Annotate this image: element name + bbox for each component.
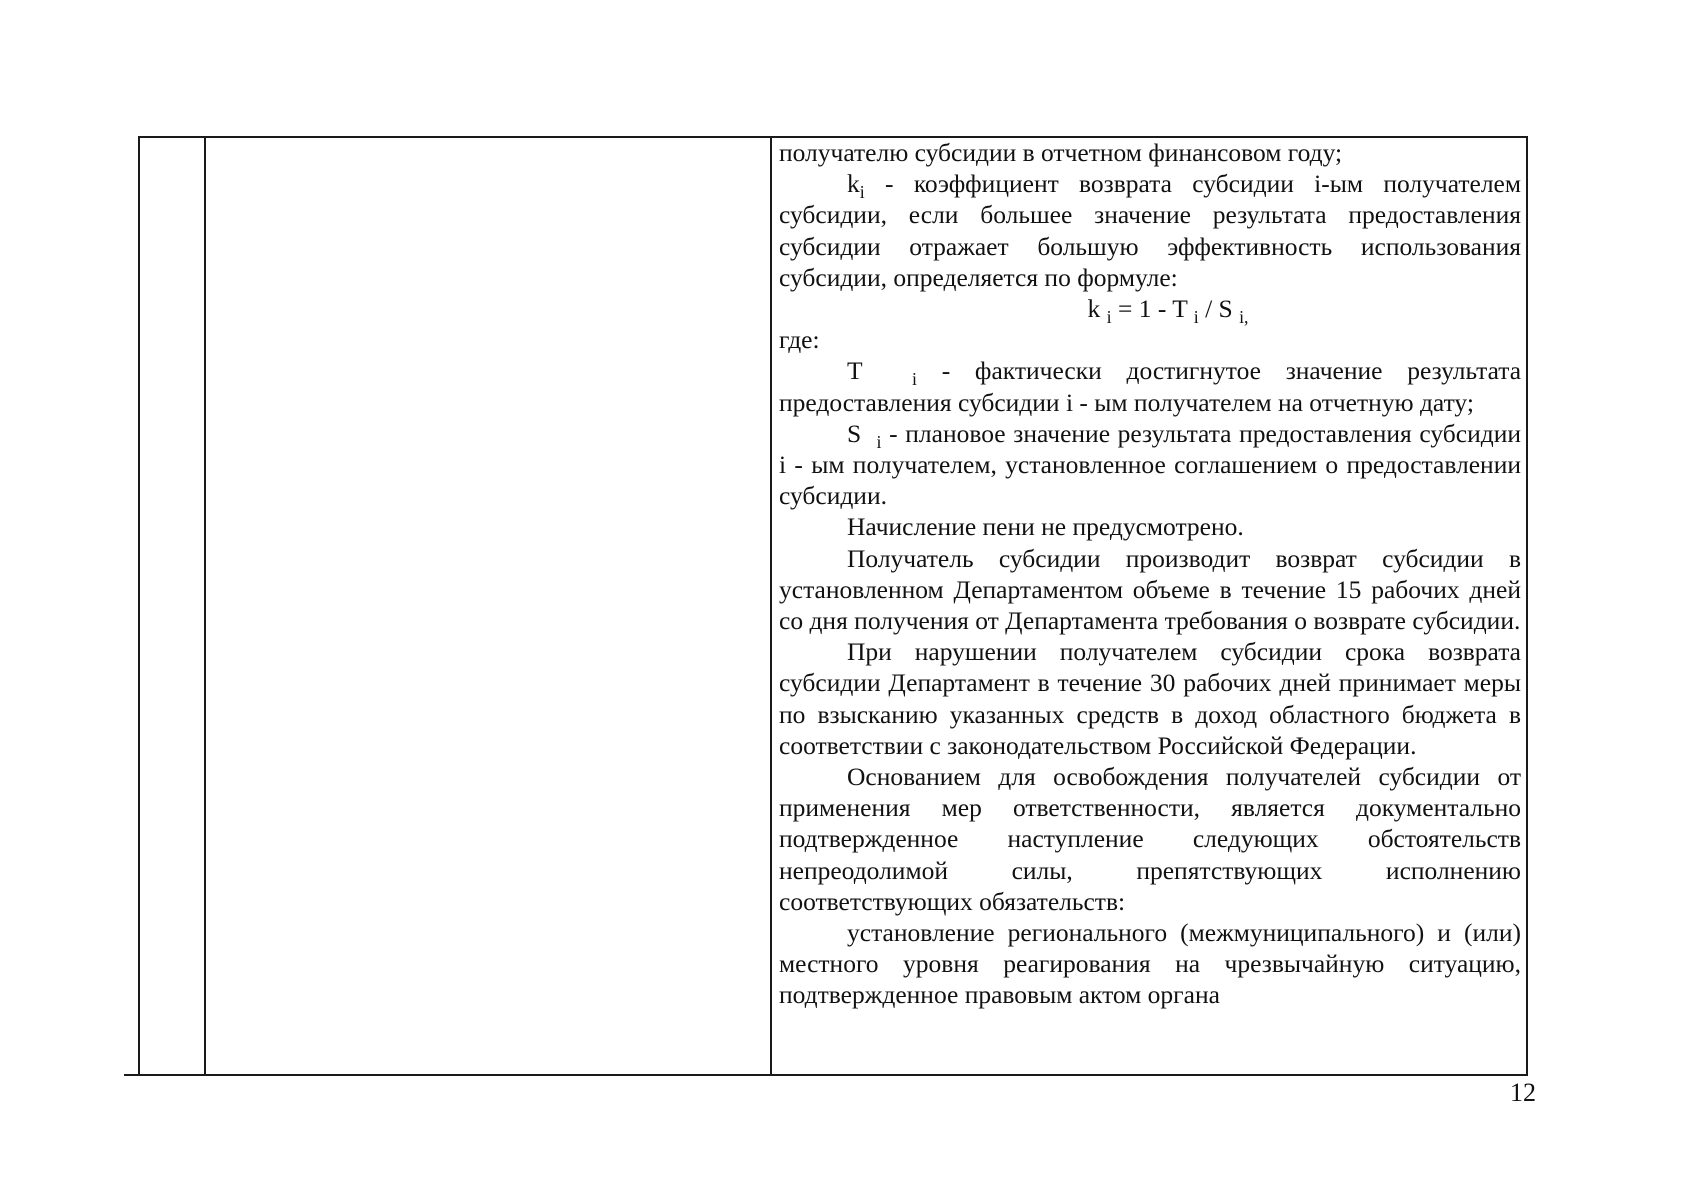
- formula-slash: / S: [1198, 294, 1233, 324]
- paragraph-basis: Основанием для освобождения получателей субсидии от применения мер ответственности, является документально подтвержденное наступление следующих обстоятельств непреодолимой силы, препятствующих исполнению соответствующих обязательств:: [779, 762, 1521, 916]
- k-subscript: i: [859, 182, 865, 203]
- formula-line: [779, 293, 1521, 328]
- table-right-border: [1526, 136, 1528, 1076]
- paragraph-t-definition: [779, 355, 1521, 417]
- t-subscript: i: [912, 369, 917, 390]
- page-number: 12: [1510, 1078, 1536, 1107]
- k-symbol: k: [847, 169, 860, 199]
- table-divider-1: [204, 136, 206, 1076]
- s-definition-text: - плановое значение результата предоставления субсидии i - ым получателем, установленное соглашением о предоставлении субсидии.: [779, 418, 1521, 511]
- table-text-cell: [779, 137, 1521, 1011]
- s-symbol: S: [847, 418, 862, 448]
- formula-sub-1: i: [1106, 307, 1112, 328]
- formula-middle: = 1 - T: [1111, 294, 1188, 324]
- formula-sub-2: i: [1193, 307, 1199, 328]
- paragraph-where: где:: [779, 325, 820, 355]
- table-divider-2: [770, 136, 772, 1076]
- paragraph-penalty: Начисление пени не предусмотрено.: [847, 512, 1244, 542]
- paragraph-violation: При нарушении получателем субсидии срока возврата субсидии Департамент в течение 30 рабочих дней принимает меры по взысканию указанных средств в доход областного бюджета в соответствии с законодательством Российской Федерации.: [779, 637, 1521, 760]
- s-subscript: i: [876, 431, 882, 452]
- formula-k: k: [1087, 294, 1101, 324]
- paragraph-s-definition: [779, 418, 1521, 512]
- table-bottom-border: [124, 1074, 1528, 1076]
- paragraph-emergency: установление регионального (межмуниципального) и (или) местного уровня реагирования на чрезвычайную ситуацию, подтвержденное правовым актом органа: [779, 918, 1521, 1010]
- paragraph-k-definition: [779, 168, 1521, 293]
- paragraph-return: Получатель субсидии производит возврат субсидии в установленном Департаментом объеме в течение 15 рабочих дней со дня получения от Департамента требования о возврате субсидии.: [779, 543, 1521, 636]
- t-definition-text: - фактически достигнутое значение результата предоставления субсидии i - ым получателем на отчетную дату;: [779, 356, 1522, 417]
- formula-sub-3: i,: [1239, 307, 1249, 328]
- k-definition-text: - коэффициент возврата субсидии i-ым получателем субсидии, если большее значение результата предоставления субсидии отражает большую эффективность использования субсидии, определяется по формуле:: [779, 169, 1521, 292]
- table-left-border: [138, 136, 140, 1076]
- paragraph-intro: получателю субсидии в отчетном финансовом году;: [779, 138, 1343, 167]
- t-symbol: T: [847, 356, 863, 386]
